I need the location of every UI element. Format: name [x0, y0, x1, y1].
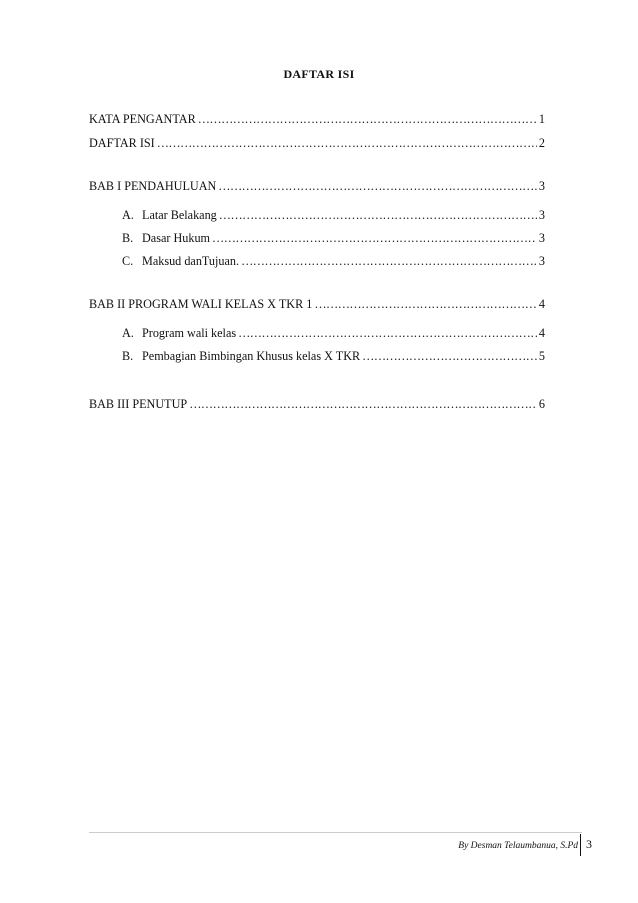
- toc-leader: [314, 296, 537, 312]
- toc-entry-page: 2: [538, 136, 545, 150]
- toc-entry-number: C.: [122, 254, 134, 268]
- toc-entry-label: BAB III PENUTUP: [89, 397, 188, 411]
- toc-entry-pembagian-bimbingan[interactable]: [122, 348, 545, 364]
- toc-leader: [212, 230, 537, 246]
- toc-entry-label: BAB II PROGRAM WALI KELAS X TKR 1: [89, 297, 313, 311]
- footer-rule: [89, 832, 582, 833]
- toc-entry-text: Maksud danTujuan.: [142, 254, 240, 268]
- toc-leader: [189, 396, 537, 412]
- toc-entry-label: DAFTAR ISI: [89, 136, 155, 150]
- page-title: DAFTAR ISI: [283, 67, 355, 81]
- footer-divider: [580, 834, 581, 856]
- toc-entry-text: Latar Belakang: [142, 208, 217, 222]
- toc-entry-label: [122, 207, 217, 223]
- toc-entry-label: [122, 230, 210, 246]
- toc-entry-page: 3: [538, 179, 545, 193]
- toc-entry-number: B.: [122, 349, 134, 363]
- toc-entry-text: Dasar Hukum: [142, 231, 211, 245]
- toc-leader: [218, 178, 537, 194]
- toc-leader: [362, 348, 537, 364]
- toc-leader: [157, 135, 537, 151]
- toc-entry-page: 3: [538, 208, 545, 222]
- toc-entry-kata-pengantar[interactable]: [89, 111, 545, 127]
- toc-entry-latar-belakang[interactable]: [122, 207, 545, 223]
- toc-entry-number: B.: [122, 231, 134, 245]
- toc-entry-label: BAB I PENDAHULUAN: [89, 179, 217, 193]
- toc-entry-program-wali-kelas[interactable]: [122, 325, 545, 341]
- toc-entry-daftar-isi[interactable]: [89, 135, 545, 151]
- toc-entry-maksud-tujuan[interactable]: [122, 253, 545, 269]
- toc-entry-text: Pembagian Bimbingan Khusus kelas X TKR: [142, 349, 361, 363]
- toc-leader: [238, 325, 537, 341]
- toc-leader: [241, 253, 537, 269]
- footer-page-number: 3: [586, 837, 592, 851]
- toc-entry-page: 3: [538, 231, 545, 245]
- footer-author: By Desman Telaumbanua, S.Pd: [458, 841, 578, 851]
- toc-entry-page: 3: [538, 254, 545, 268]
- toc-entry-number: A.: [122, 326, 134, 340]
- toc-entry-bab-2[interactable]: [89, 296, 545, 312]
- toc-entry-bab-3[interactable]: [89, 396, 545, 412]
- toc-entry-dasar-hukum[interactable]: [122, 230, 545, 246]
- toc-entry-label: KATA PENGANTAR: [89, 112, 196, 126]
- toc-entry-label: [122, 253, 239, 269]
- toc-leader: [219, 207, 537, 223]
- toc-entry-page: 4: [538, 326, 545, 340]
- toc-leader: [198, 111, 537, 127]
- toc-entry-bab-1[interactable]: [89, 178, 545, 194]
- toc-entry-label: [122, 348, 360, 364]
- toc-entry-label: [122, 325, 236, 341]
- toc-entry-text: Program wali kelas: [142, 326, 237, 340]
- toc-entry-page: 1: [538, 112, 545, 126]
- toc-entry-page: 6: [538, 397, 545, 411]
- toc-entry-page: 5: [538, 349, 545, 363]
- toc-entry-number: A.: [122, 208, 134, 222]
- toc-entry-page: 4: [538, 297, 545, 311]
